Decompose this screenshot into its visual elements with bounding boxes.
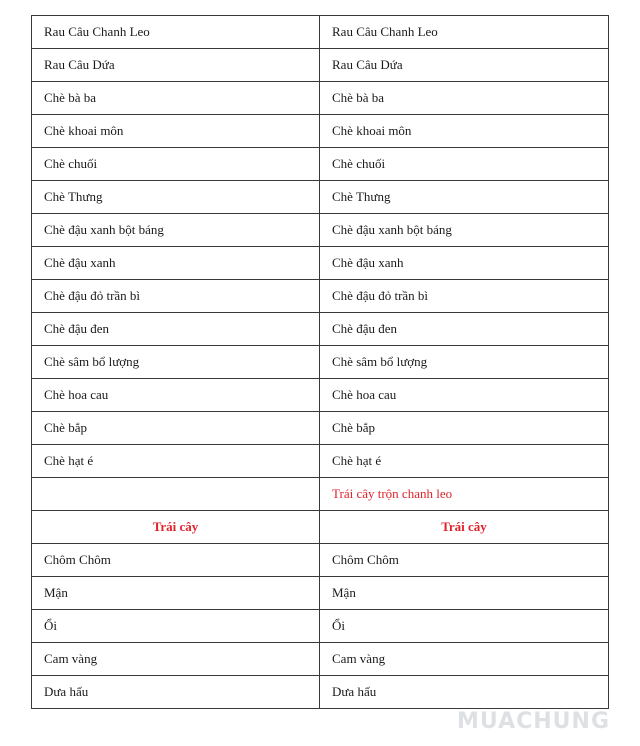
- table-row: [32, 610, 609, 643]
- left-cell: Cam vàng: [32, 643, 320, 676]
- right-cell: Chè bắp: [320, 412, 609, 445]
- right-cell: Ổi: [320, 610, 609, 643]
- left-cell: Chè Thưng: [32, 181, 320, 214]
- left-cell: Chè khoai môn: [32, 115, 320, 148]
- table-row: [32, 445, 609, 478]
- right-cell: Rau Câu Chanh Leo: [320, 16, 609, 49]
- table-row: [32, 676, 609, 709]
- right-cell: Chè đậu xanh bột báng: [320, 214, 609, 247]
- left-cell: Chè bà ba: [32, 82, 320, 115]
- watermark-logo: MUACHUNG: [457, 709, 610, 734]
- table-row: [32, 478, 609, 511]
- left-cell: Ổi: [32, 610, 320, 643]
- left-cell: Chè sâm bổ lượng: [32, 346, 320, 379]
- left-cell: Chè đậu đỏ trần bì: [32, 280, 320, 313]
- table-row: [32, 346, 609, 379]
- table-row: [32, 49, 609, 82]
- menu-comparison-table: [31, 15, 609, 709]
- table-row: [32, 82, 609, 115]
- left-cell: Rau Câu Chanh Leo: [32, 16, 320, 49]
- table-row: [32, 412, 609, 445]
- table-row: [32, 280, 609, 313]
- left-cell: Mận: [32, 577, 320, 610]
- section-header-right: Trái cây: [320, 511, 609, 544]
- right-cell: Chè sâm bổ lượng: [320, 346, 609, 379]
- right-cell: Chè Thưng: [320, 181, 609, 214]
- left-cell: Chè bắp: [32, 412, 320, 445]
- right-cell: Chè đậu đen: [320, 313, 609, 346]
- right-cell: Chè hạt é: [320, 445, 609, 478]
- right-cell: Chè bà ba: [320, 82, 609, 115]
- table-row: [32, 643, 609, 676]
- right-cell: Chè đậu xanh: [320, 247, 609, 280]
- table-row: [32, 115, 609, 148]
- left-cell: Chè đậu đen: [32, 313, 320, 346]
- left-cell: Chè đậu xanh: [32, 247, 320, 280]
- left-cell: Chè hạt é: [32, 445, 320, 478]
- table-row: [32, 544, 609, 577]
- right-cell: Cam vàng: [320, 643, 609, 676]
- left-cell-empty: [32, 478, 320, 511]
- left-cell: Chè hoa cau: [32, 379, 320, 412]
- table-row: [32, 148, 609, 181]
- right-cell: Rau Câu Dứa: [320, 49, 609, 82]
- right-cell-highlight: Trái cây trộn chanh leo: [320, 478, 609, 511]
- table-row: [32, 214, 609, 247]
- left-cell: Chè đậu xanh bột báng: [32, 214, 320, 247]
- right-cell: Chè chuối: [320, 148, 609, 181]
- section-header-left: Trái cây: [32, 511, 320, 544]
- table-row: [32, 16, 609, 49]
- left-cell: Chè chuối: [32, 148, 320, 181]
- table-row: [32, 313, 609, 346]
- table-row: [32, 577, 609, 610]
- right-cell: Dưa hấu: [320, 676, 609, 709]
- right-cell: Chôm Chôm: [320, 544, 609, 577]
- left-cell: Chôm Chôm: [32, 544, 320, 577]
- table-row: [32, 379, 609, 412]
- section-header-row: [32, 511, 609, 544]
- table-row: [32, 247, 609, 280]
- right-cell: Chè đậu đỏ trần bì: [320, 280, 609, 313]
- right-cell: Chè hoa cau: [320, 379, 609, 412]
- left-cell: Dưa hấu: [32, 676, 320, 709]
- table-row: [32, 181, 609, 214]
- right-cell: Chè khoai môn: [320, 115, 609, 148]
- right-cell: Mận: [320, 577, 609, 610]
- left-cell: Rau Câu Dứa: [32, 49, 320, 82]
